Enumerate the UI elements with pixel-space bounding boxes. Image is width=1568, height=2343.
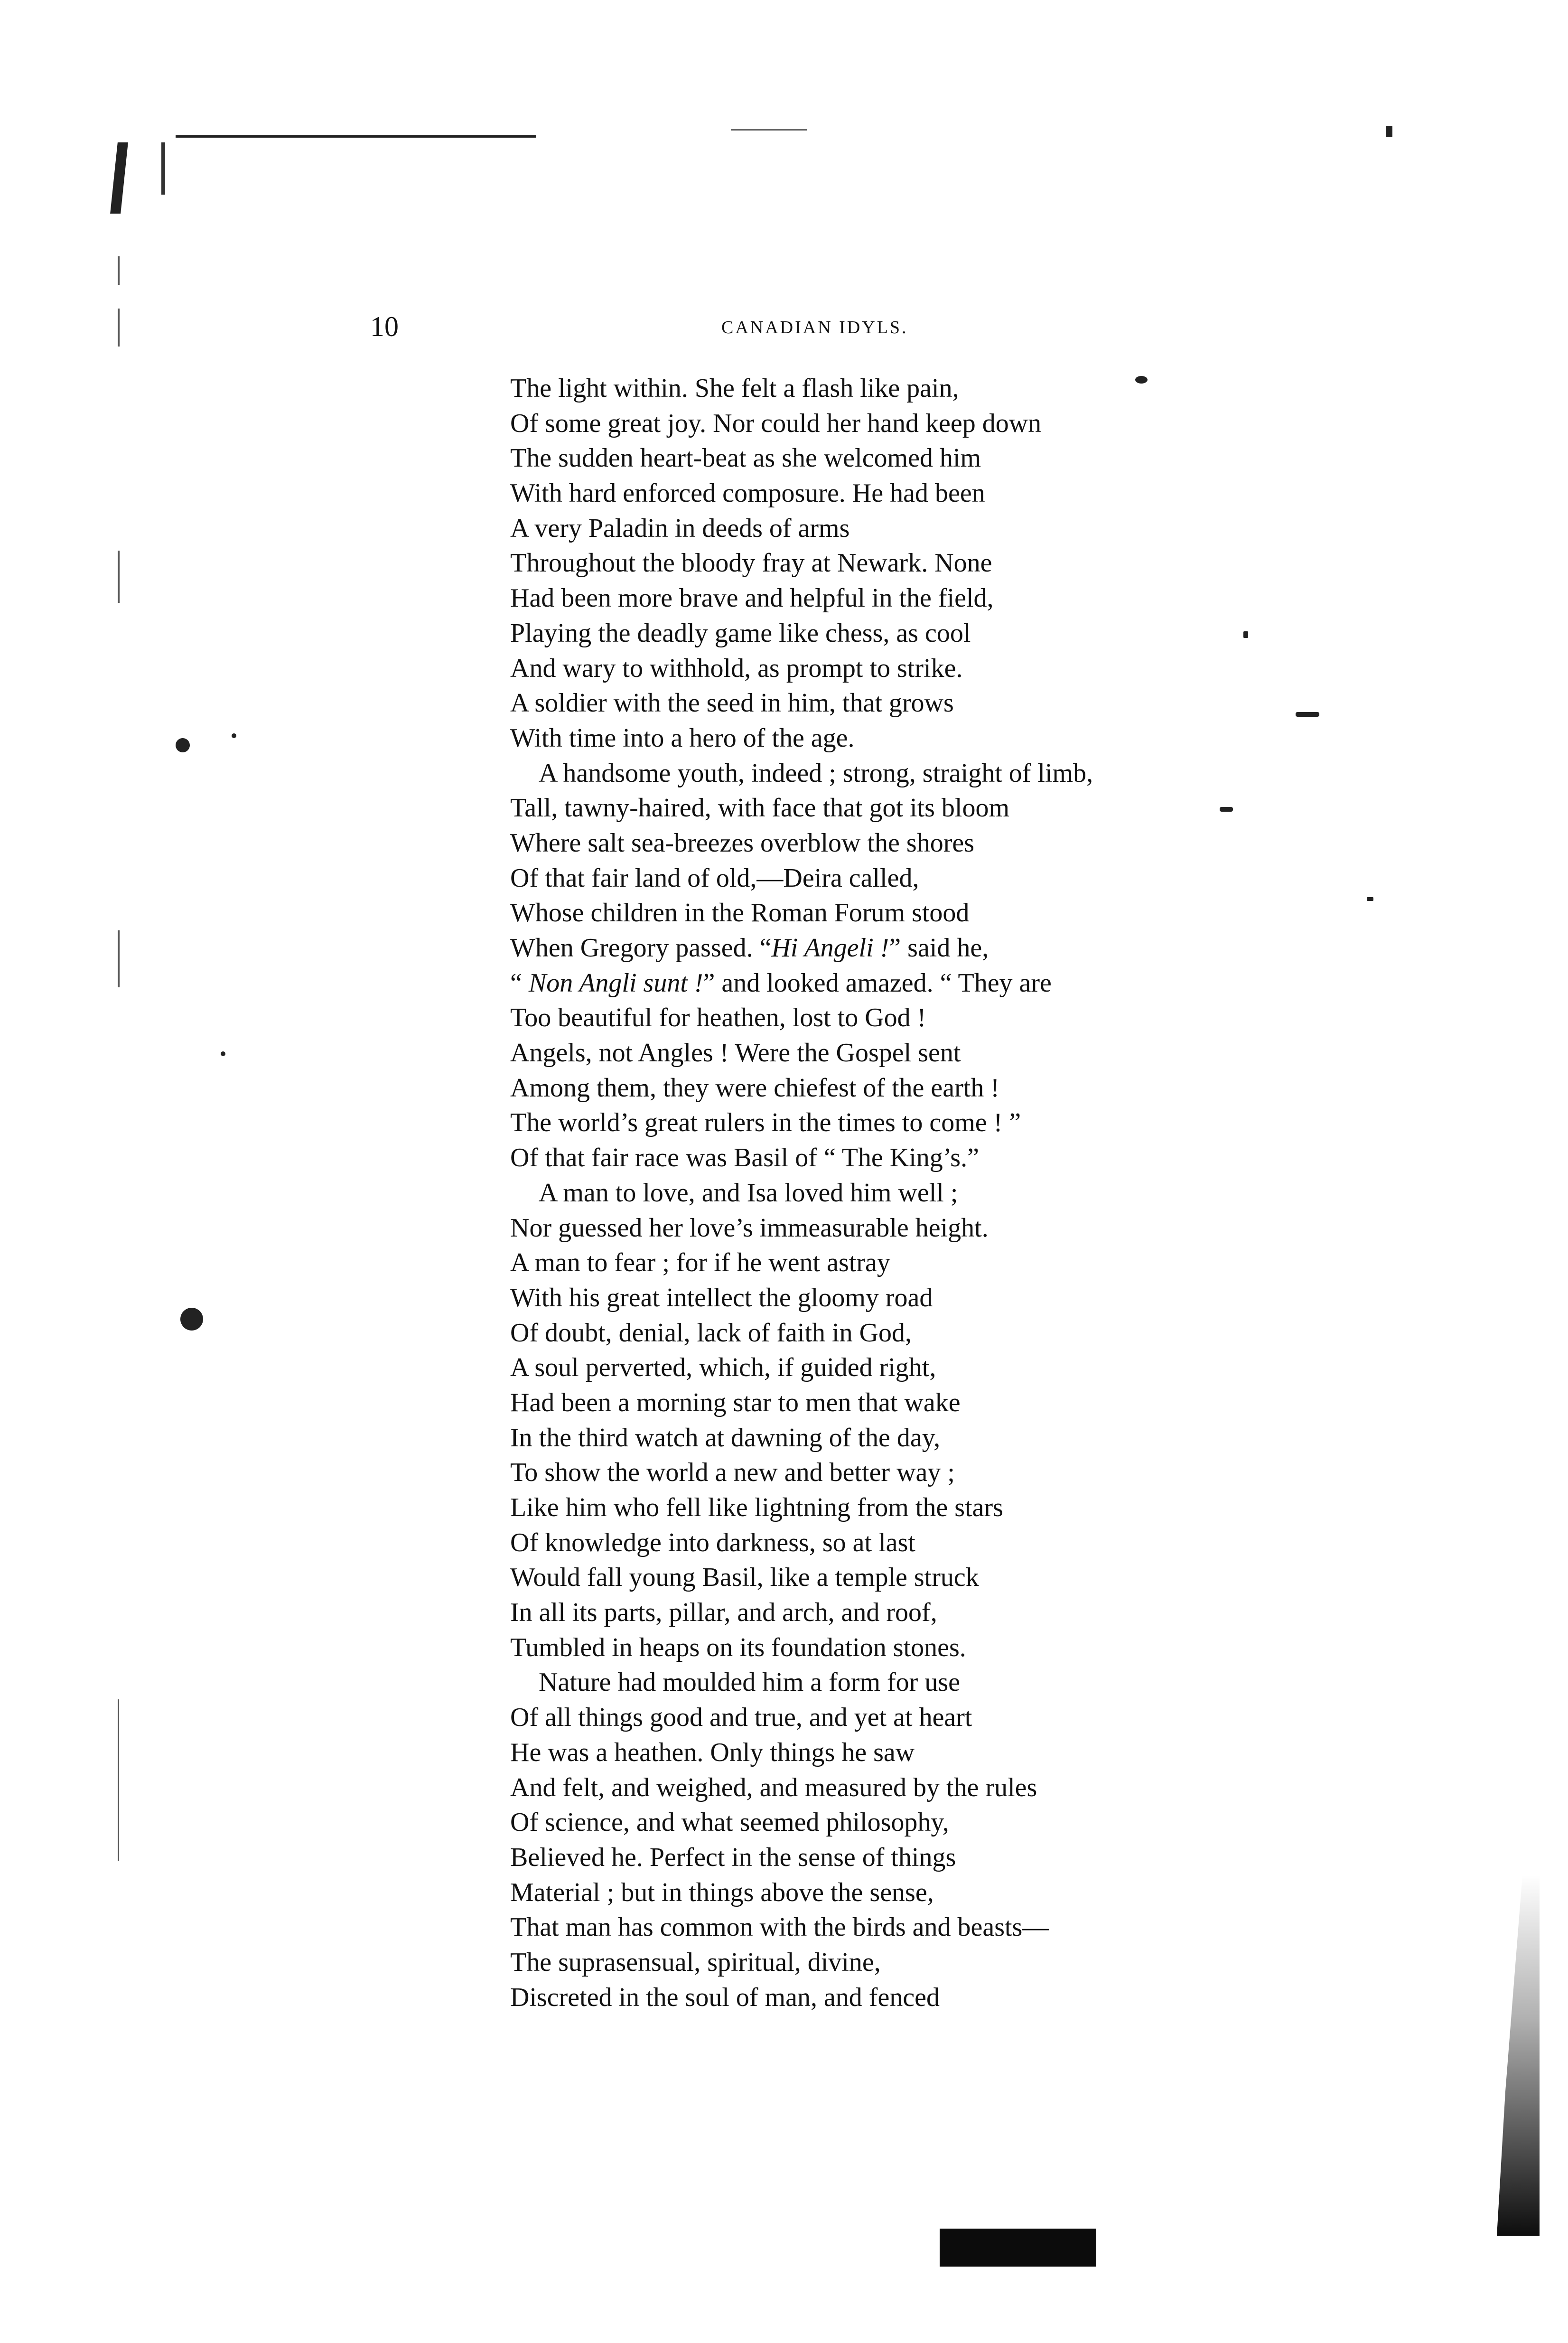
poem-line: Where salt sea-breezes overblow the shores [510, 828, 975, 858]
poem-line: Believed he. Perfect in the sense of things [510, 1842, 956, 1872]
poem-line: He was a heathen. Only things he saw [510, 1737, 915, 1767]
poem-line: A very Paladin in deeds of arms [510, 513, 850, 543]
poem-line: Of that fair race was Basil of “ The King’s.” [510, 1143, 979, 1173]
poem-line: Of doubt, denial, lack of faith in God, [510, 1318, 912, 1348]
poem-line: Of that fair land of old,—Deira called, [510, 863, 919, 893]
poem-line: Of knowledge into darkness, so at last [510, 1528, 915, 1557]
poem-line: Whose children in the Roman Forum stood [510, 898, 970, 928]
page-number: 10 [370, 311, 399, 342]
scan-margin-line [118, 309, 120, 347]
poem-line: To show the world a new and better way ; [510, 1458, 955, 1488]
poem-line [510, 931, 1317, 966]
poem-line: Tumbled in heaps on its foundation stones. [510, 1632, 966, 1662]
poem-line: Nature had moulded him a form for use [539, 1668, 960, 1697]
poem-line: That man has common with the birds and beasts— [510, 1912, 1049, 1942]
scan-margin-line [118, 551, 120, 603]
scan-margin-line [118, 930, 120, 987]
poem-line: Of some great joy. Nor could her hand keep down [510, 408, 1042, 438]
scan-edge-stain [1497, 1875, 1540, 2236]
poem-line: Of science, and what seemed philosophy, [510, 1808, 949, 1837]
poem-line: Of all things good and true, and yet at heart [510, 1703, 972, 1733]
poem-line-text: When Gregory passed. “ [510, 933, 772, 963]
poem-line: Throughout the bloody fray at Newark. None [510, 548, 992, 578]
scan-speck [232, 733, 236, 738]
poem-line: With time into a hero of the age. [510, 723, 855, 753]
poem-line: With his great intellect the gloomy road [510, 1283, 933, 1312]
scan-speck [221, 1051, 225, 1056]
poem-line: Like him who fell like lightning from the stars [510, 1493, 1003, 1522]
poem-line: Too beautiful for heathen, lost to God ! [510, 1003, 926, 1033]
scan-corner-mark-small [161, 142, 165, 195]
poem-line: A man to fear ; for if he went astray [510, 1248, 890, 1278]
scan-margin-line [118, 1699, 119, 1861]
poem-line: Playing the deadly game like chess, as cool [510, 618, 971, 648]
poem-line: A handsome youth, indeed ; strong, straight of limb, [539, 758, 1093, 788]
poem-line: Would fall young Basil, like a temple struck [510, 1563, 979, 1593]
scan-rule-dash [731, 129, 807, 131]
poem-line: Among them, they were chiefest of the earth ! [510, 1073, 999, 1103]
poem-line: With hard enforced composure. He had been [510, 478, 985, 508]
poem-line: The world’s great rulers in the times to come ! ” [510, 1108, 1021, 1138]
running-title: CANADIAN IDYLS. [721, 318, 908, 337]
poem-line: Material ; but in things above the sense, [510, 1877, 934, 1907]
poem-line: The sudden heart-beat as she welcomed him [510, 443, 981, 473]
scan-margin-line [118, 256, 120, 285]
poem-line: In the third watch at dawning of the day, [510, 1423, 941, 1453]
poem-line: Tall, tawny-haired, with face that got its bloom [510, 793, 1010, 823]
scan-speck [1367, 897, 1373, 901]
poem-line-text: ” said he, [889, 933, 989, 963]
poem-line [510, 966, 1317, 1001]
poem-line: Had been more brave and helpful in the field, [510, 583, 994, 613]
poem-line: Nor guessed her love’s immeasurable height. [510, 1213, 989, 1243]
poem-line-italic: Non Angli sunt ! [528, 968, 703, 998]
scan-speck [180, 1308, 203, 1331]
poem-line: In all its parts, pillar, and arch, and roof, [510, 1598, 937, 1628]
scan-speck [1386, 126, 1392, 137]
poem-line: Discreted in the soul of man, and fenced [510, 1982, 940, 2012]
poem-body [510, 371, 1317, 2015]
poem-line: Had been a morning star to men that wake [510, 1387, 961, 1417]
scan-corner-mark [110, 142, 128, 214]
poem-line: A soul perverted, which, if guided right, [510, 1353, 936, 1383]
poem-line-text: “ [510, 968, 529, 998]
poem-line: Angels, not Angles ! Were the Gospel sent [510, 1038, 961, 1068]
poem-line: The light within. She felt a flash like pain, [510, 374, 959, 403]
poem-line: A soldier with the seed in him, that grows [510, 688, 954, 718]
poem-line-italic: Hi Angeli ! [771, 933, 889, 963]
poem-line: And felt, and weighed, and measured by the rules [510, 1772, 1037, 1802]
poem-line: The suprasensual, spiritual, divine, [510, 1947, 881, 1977]
scan-speck [176, 738, 190, 752]
page-header [370, 308, 1177, 350]
poem-line: And wary to withhold, as prompt to strike. [510, 653, 963, 683]
poem-line-text: ” and looked amazed. “ They are [703, 968, 1052, 998]
poem-line: A man to love, and Isa loved him well ; [539, 1178, 958, 1208]
scan-bottom-blot [940, 2229, 1096, 2267]
scan-rule-top [176, 135, 536, 138]
